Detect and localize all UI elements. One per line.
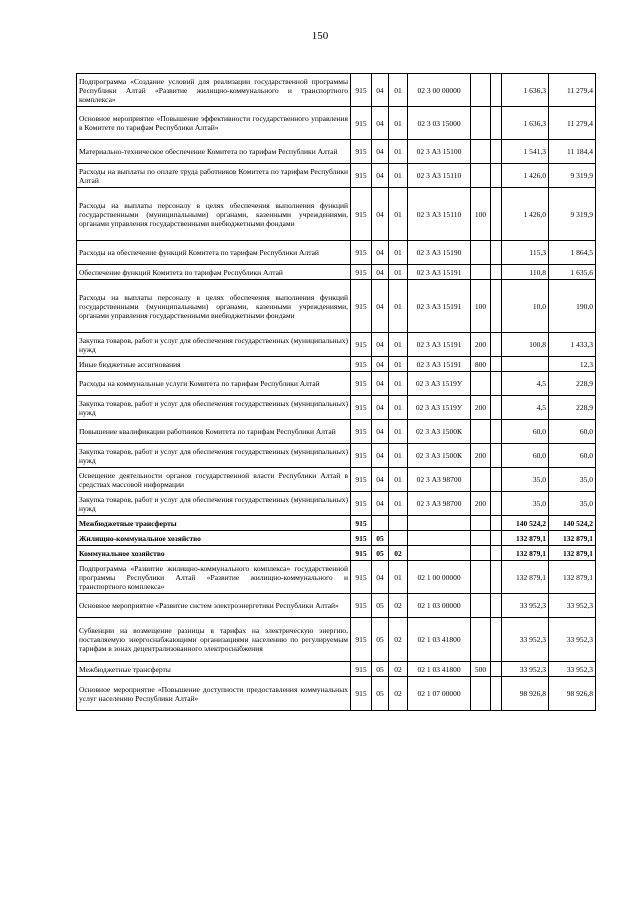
row-empty-cell [491,241,502,265]
row-subsection: 01 [389,468,408,492]
row-expense-type [471,241,491,265]
row-amount-2: 9 319,9 [549,188,596,241]
row-section: 04 [372,74,389,107]
row-name: Обеспечение функций Комитета по тарифам Республики Алтай [77,265,351,280]
row-grbs: 915 [351,662,372,677]
row-subsection: 01 [389,140,408,164]
row-amount-2: 11 279,4 [549,107,596,140]
row-section: 05 [372,677,389,711]
row-grbs: 915 [351,492,372,516]
row-empty-cell [491,420,502,444]
row-target-article: 02 3 А3 1519У [408,396,471,420]
row-name: Подпрограмма «Создание условий для реализации государственной программы Республики Алтай «Развитие жилищно-коммунального и транспортного комплекса» [77,74,351,107]
row-expense-type [471,372,491,396]
row-expense-type [471,546,491,561]
row-empty-cell [491,516,502,531]
row-grbs: 915 [351,241,372,265]
row-amount-1: 33 952,3 [502,618,549,662]
row-empty-cell [491,492,502,516]
row-empty-cell [491,546,502,561]
row-target-article: 02 3 А3 15100 [408,140,471,164]
row-grbs: 915 [351,74,372,107]
row-amount-1: 132 879,1 [502,546,549,561]
row-target-article: 02 3 А3 15191 [408,333,471,357]
row-amount-1: 98 926,8 [502,677,549,711]
row-amount-2: 33 952,3 [549,618,596,662]
row-grbs: 915 [351,372,372,396]
table-row [77,677,596,711]
row-expense-type: 800 [471,357,491,372]
table-row [77,372,596,396]
row-amount-1: 1 426,0 [502,164,549,188]
row-subsection: 01 [389,188,408,241]
row-empty-cell [491,444,502,468]
row-target-article: 02 1 03 41800 [408,618,471,662]
table-row [77,492,596,516]
row-section: 04 [372,265,389,280]
row-amount-1: 35,0 [502,468,549,492]
row-target-article: 02 3 А3 15191 [408,265,471,280]
row-section: 04 [372,420,389,444]
row-empty-cell [491,561,502,594]
row-grbs: 915 [351,188,372,241]
row-amount-2: 12,3 [549,357,596,372]
row-amount-2: 1 433,3 [549,333,596,357]
row-amount-1: 110,8 [502,265,549,280]
row-grbs: 915 [351,280,372,333]
row-name: Подпрограмма «Развитие жилищно-коммунального комплекса» государственной программы Республики Алтай «Развитие жилищно-коммунального и транспортного комплекса» [77,561,351,594]
row-empty-cell [491,677,502,711]
row-grbs: 915 [351,265,372,280]
row-amount-2: 33 952,3 [549,662,596,677]
row-name: Основное мероприятие «Развитие систем электроэнергетики Республики Алтай» [77,594,351,618]
row-grbs: 915 [351,164,372,188]
row-empty-cell [491,333,502,357]
row-name: Расходы на коммунальные услуги Комитета по тарифам Республики Алтай [77,372,351,396]
row-amount-1: 1 541,3 [502,140,549,164]
row-section: 05 [372,618,389,662]
row-target-article: 02 3 А3 15191 [408,357,471,372]
row-name: Расходы на выплаты персоналу в целях обеспечения выполнения функций государственными (муниципальными) органами, казенными учреждениями, органами управления государственными внебюджетными фондами [77,280,351,333]
row-expense-type [471,420,491,444]
row-target-article: 02 1 00 00000 [408,561,471,594]
row-section: 05 [372,546,389,561]
row-grbs: 915 [351,468,372,492]
row-subsection: 01 [389,74,408,107]
row-target-article: 02 3 А3 98700 [408,492,471,516]
row-name: Освещение деятельности органов государственной власти Республики Алтай в средствах массовой информации [77,468,351,492]
table-row [77,561,596,594]
row-subsection: 01 [389,357,408,372]
table-row [77,662,596,677]
row-target-article: 02 1 03 00000 [408,594,471,618]
row-amount-1: 35,0 [502,492,549,516]
row-expense-type [471,265,491,280]
row-empty-cell [491,164,502,188]
row-grbs: 915 [351,618,372,662]
row-empty-cell [491,618,502,662]
row-amount-2: 132 879,1 [549,531,596,546]
table-row [77,280,596,333]
row-empty-cell [491,662,502,677]
table-row [77,357,596,372]
row-amount-1: 4,5 [502,396,549,420]
row-section: 04 [372,492,389,516]
row-name: Коммунальное хозяйство [77,546,351,561]
row-expense-type [471,677,491,711]
row-grbs: 915 [351,107,372,140]
row-amount-1 [502,357,549,372]
row-name: Субвенции на возмещение разницы в тарифах на электрическую энергию, поставляемую энергоснабжающими организациями населению по регулируемым тарифам в зонах децентрализованного электроснабжения [77,618,351,662]
row-amount-2: 35,0 [549,492,596,516]
row-amount-1: 132 879,1 [502,561,549,594]
row-subsection [389,531,408,546]
table-row [77,396,596,420]
row-amount-2: 98 926,8 [549,677,596,711]
row-target-article: 02 3 00 00000 [408,74,471,107]
row-subsection: 01 [389,241,408,265]
row-expense-type: 200 [471,492,491,516]
row-empty-cell [491,468,502,492]
row-expense-type: 500 [471,662,491,677]
row-expense-type: 100 [471,280,491,333]
row-grbs: 915 [351,396,372,420]
row-grbs: 915 [351,561,372,594]
row-target-article: 02 3 А3 1500К [408,444,471,468]
row-subsection [389,516,408,531]
row-expense-type [471,164,491,188]
row-name: Межбюджетные трансферты [77,662,351,677]
row-expense-type [471,561,491,594]
table-row [77,164,596,188]
row-section [372,516,389,531]
row-amount-2: 11 184,4 [549,140,596,164]
row-amount-1: 140 524,2 [502,516,549,531]
row-name: Закупка товаров, работ и услуг для обеспечения государственных (муниципальных) нужд [77,492,351,516]
row-amount-2: 60,0 [549,444,596,468]
row-subsection: 01 [389,333,408,357]
table-row [77,468,596,492]
row-name: Расходы на выплаты персоналу в целях обеспечения выполнения функций государственными (муниципальными) органами, казенными учреждениями, органами управления государственными внебюджетными фондами [77,188,351,241]
row-amount-1: 1 426,0 [502,188,549,241]
row-section: 04 [372,280,389,333]
table-row [77,74,596,107]
row-name: Расходы на выплаты по оплате труда работников Комитета по тарифам Республики Алтай [77,164,351,188]
row-subsection: 01 [389,396,408,420]
row-target-article: 02 3 03 15000 [408,107,471,140]
row-amount-1: 60,0 [502,420,549,444]
row-section: 05 [372,662,389,677]
row-target-article: 02 3 А3 1500К [408,420,471,444]
row-expense-type [471,594,491,618]
row-section: 04 [372,357,389,372]
row-target-article: 02 3 А3 1519У [408,372,471,396]
row-amount-1: 132 879,1 [502,531,549,546]
row-target-article: 02 3 А3 15110 [408,164,471,188]
row-grbs: 915 [351,594,372,618]
row-amount-2: 132 879,1 [549,546,596,561]
row-subsection: 01 [389,164,408,188]
row-subsection: 01 [389,492,408,516]
table-row [77,333,596,357]
row-expense-type [471,468,491,492]
row-section: 04 [372,107,389,140]
row-subsection: 01 [389,280,408,333]
row-amount-1: 33 952,3 [502,594,549,618]
row-grbs: 915 [351,677,372,711]
row-amount-2: 228,9 [549,372,596,396]
row-expense-type: 200 [471,333,491,357]
row-amount-2: 190,0 [549,280,596,333]
row-name: Основное мероприятие «Повышение эффективности государственного управления в Комитете по тарифам Республики Алтай» [77,107,351,140]
row-expense-type [471,618,491,662]
row-section: 04 [372,372,389,396]
row-empty-cell [491,280,502,333]
row-amount-2: 60,0 [549,420,596,444]
table-row [77,444,596,468]
row-subsection: 01 [389,107,408,140]
table-row [77,594,596,618]
page-number: 150 [311,30,329,42]
row-expense-type: 200 [471,396,491,420]
row-empty-cell [491,140,502,164]
table-row [77,107,596,140]
row-expense-type: 200 [471,444,491,468]
table-row [77,265,596,280]
row-name: Иные бюджетные ассигнования [77,357,351,372]
row-empty-cell [491,107,502,140]
table-row [77,531,596,546]
row-empty-cell [491,372,502,396]
table-row [77,188,596,241]
row-section: 04 [372,140,389,164]
row-subsection: 01 [389,372,408,396]
row-target-article: 02 3 А3 15191 [408,280,471,333]
row-name: Межбюджетные трансферты [77,516,351,531]
row-expense-type [471,74,491,107]
row-subsection: 02 [389,594,408,618]
row-expense-type: 100 [471,188,491,241]
row-subsection: 01 [389,444,408,468]
row-target-article [408,516,471,531]
row-name: Закупка товаров, работ и услуг для обеспечения государственных (муниципальных) нужд [77,333,351,357]
row-amount-2: 1 864,5 [549,241,596,265]
row-grbs: 915 [351,444,372,468]
table-row [77,618,596,662]
table-row [77,546,596,561]
row-section: 04 [372,164,389,188]
row-grbs: 915 [351,531,372,546]
row-expense-type [471,516,491,531]
row-section: 04 [372,468,389,492]
row-section: 04 [372,396,389,420]
row-section: 04 [372,241,389,265]
table-row [77,241,596,265]
row-amount-2: 11 279,4 [549,74,596,107]
row-empty-cell [491,265,502,280]
row-target-article: 02 1 03 41800 [408,662,471,677]
row-target-article: 02 1 07 00000 [408,677,471,711]
row-section: 04 [372,333,389,357]
row-empty-cell [491,188,502,241]
row-subsection: 02 [389,546,408,561]
row-name: Основное мероприятие «Повышение доступности предоставления коммунальных услуг населению Республики Алтай» [77,677,351,711]
row-expense-type [471,531,491,546]
row-empty-cell [491,594,502,618]
row-grbs: 915 [351,516,372,531]
row-amount-2: 140 524,2 [549,516,596,531]
row-target-article: 02 3 А3 15110 [408,188,471,241]
row-subsection: 01 [389,561,408,594]
row-amount-2: 9 319,9 [549,164,596,188]
row-name: Закупка товаров, работ и услуг для обеспечения государственных (муниципальных) нужд [77,396,351,420]
row-expense-type [471,140,491,164]
row-section: 04 [372,444,389,468]
row-amount-1: 115,3 [502,241,549,265]
row-empty-cell [491,74,502,107]
row-subsection: 02 [389,618,408,662]
row-section: 04 [372,188,389,241]
table-row [77,516,596,531]
row-subsection: 01 [389,420,408,444]
budget-table [76,73,596,711]
row-amount-1: 60,0 [502,444,549,468]
row-amount-2: 132 879,1 [549,561,596,594]
row-name: Жилищно-коммунальное хозяйство [77,531,351,546]
row-amount-2: 35,0 [549,468,596,492]
row-subsection: 01 [389,265,408,280]
table-body [77,74,596,711]
row-grbs: 915 [351,357,372,372]
row-target-article [408,546,471,561]
row-grbs: 915 [351,420,372,444]
table-row [77,420,596,444]
row-amount-1: 10,0 [502,280,549,333]
row-name: Расходы на обеспечение функций Комитета по тарифам Республики Алтай [77,241,351,265]
row-section: 04 [372,561,389,594]
row-amount-1: 1 636,3 [502,107,549,140]
row-grbs: 915 [351,333,372,357]
row-empty-cell [491,531,502,546]
row-name: Закупка товаров, работ и услуг для обеспечения государственных (муниципальных) нужд [77,444,351,468]
row-subsection: 02 [389,677,408,711]
row-amount-1: 4,5 [502,372,549,396]
row-amount-1: 33 952,3 [502,662,549,677]
row-name: Повышение квалификации работников Комитета по тарифам Республики Алтай [77,420,351,444]
row-amount-1: 1 636,3 [502,74,549,107]
row-empty-cell [491,357,502,372]
table-row [77,140,596,164]
row-section: 05 [372,594,389,618]
row-name: Материально-техническое обеспечение Комитета по тарифам Республики Алтай [77,140,351,164]
row-expense-type [471,107,491,140]
row-target-article [408,531,471,546]
row-section: 05 [372,531,389,546]
row-amount-2: 1 635,6 [549,265,596,280]
row-amount-2: 33 952,3 [549,594,596,618]
row-amount-2: 228,9 [549,396,596,420]
row-subsection: 02 [389,662,408,677]
row-target-article: 02 3 А3 15190 [408,241,471,265]
row-amount-1: 100,8 [502,333,549,357]
row-empty-cell [491,396,502,420]
row-grbs: 915 [351,140,372,164]
row-grbs: 915 [351,546,372,561]
row-target-article: 02 3 А3 98700 [408,468,471,492]
